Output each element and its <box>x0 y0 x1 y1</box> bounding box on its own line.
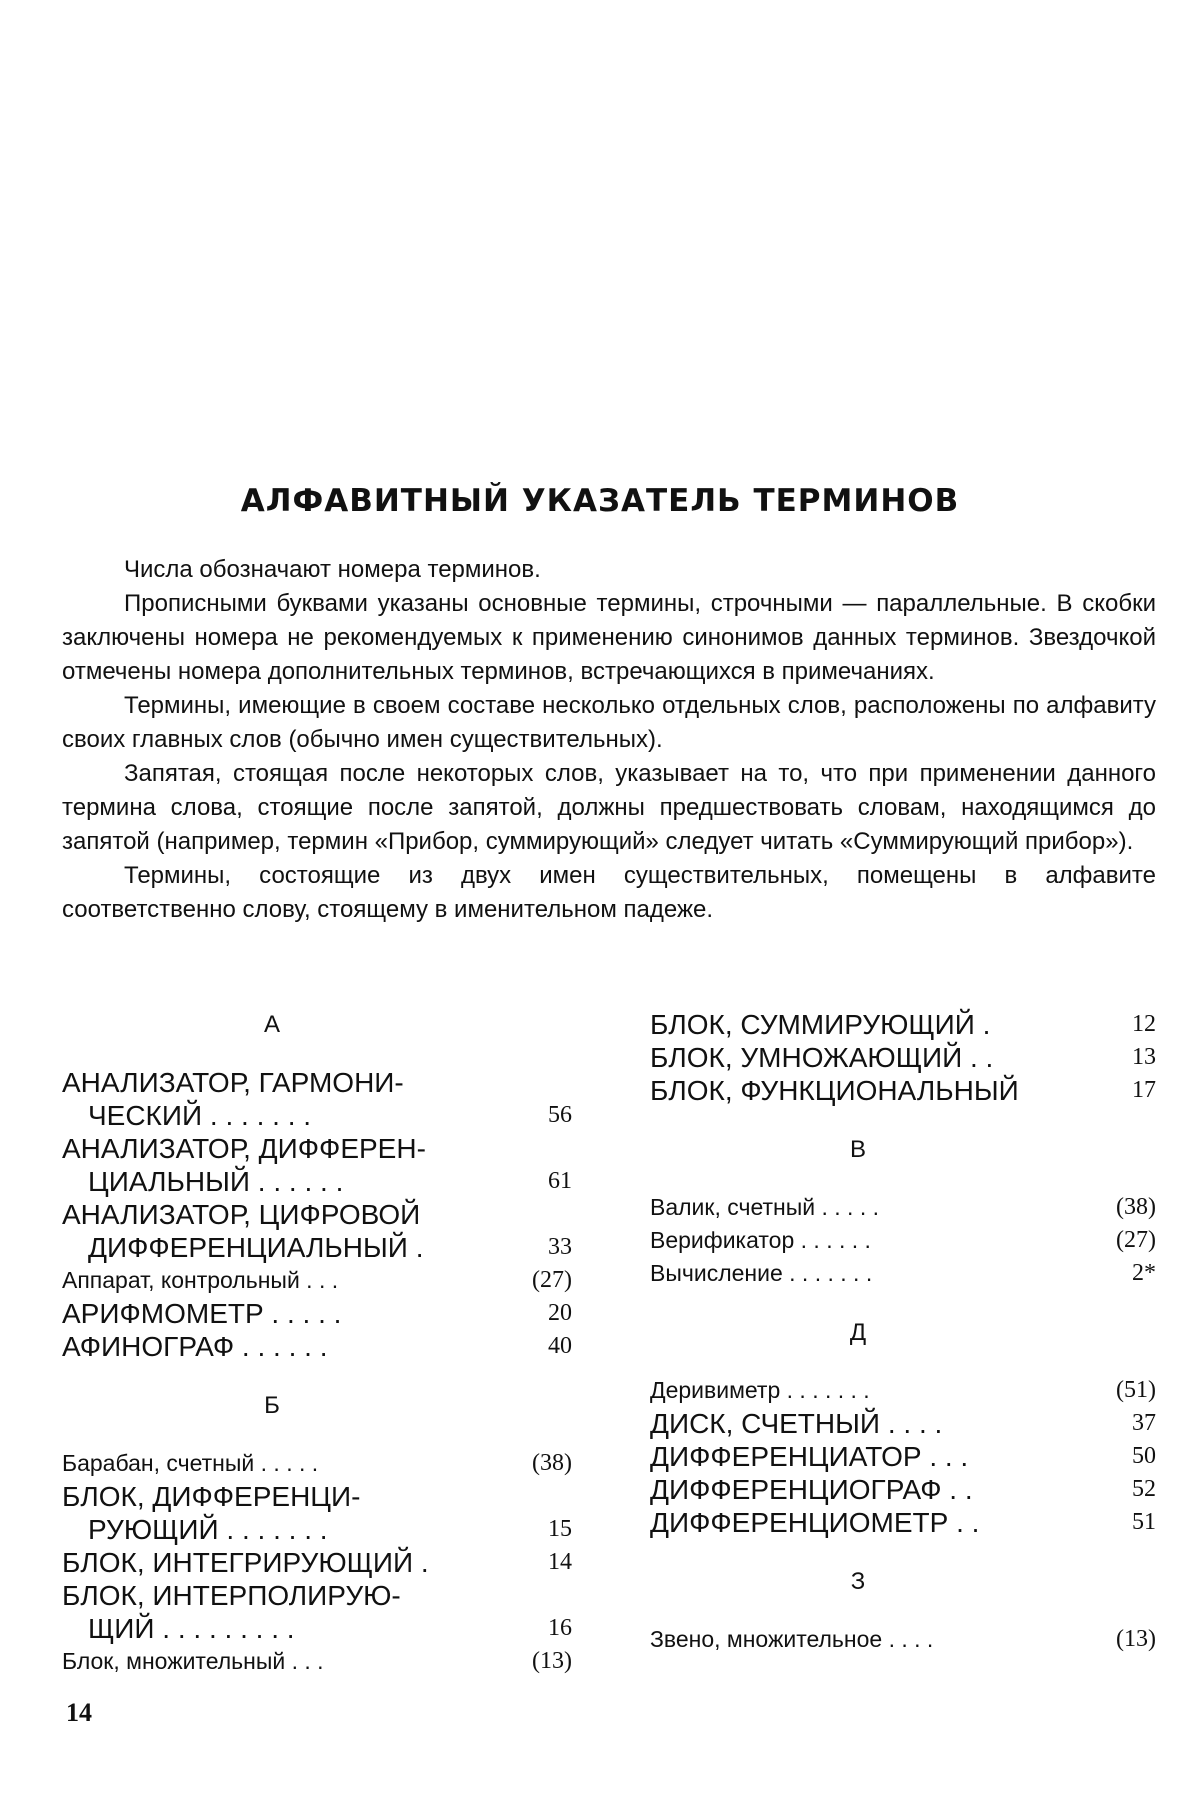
entry-number: 50 <box>1086 1440 1156 1473</box>
index-entry <box>650 1008 1156 1041</box>
index-entry <box>650 1257 1156 1290</box>
index-entry <box>62 1447 572 1480</box>
entry-term: Блок, множительный . . . <box>62 1645 502 1678</box>
index-entry <box>650 1374 1156 1407</box>
entry-term: БЛОК, ИНТЕГРИРУЮЩИЙ . <box>62 1546 502 1579</box>
entry-number: 20 <box>502 1297 572 1330</box>
index-entry <box>650 1623 1156 1656</box>
index-entry <box>650 1506 1156 1539</box>
index-entry <box>62 1579 572 1645</box>
entry-term: АРИФМОМЕТР . . . . . <box>62 1297 502 1330</box>
entry-term: Вычисление . . . . . . . <box>650 1257 1086 1290</box>
letter-heading-d: Д <box>650 1316 1156 1350</box>
index-entry <box>62 1264 572 1297</box>
page-title: АЛФАВИТНЫЙ УКАЗАТЕЛЬ ТЕРМИНОВ <box>0 483 1200 519</box>
index-entry <box>62 1546 572 1579</box>
entry-number: 16 <box>502 1612 572 1645</box>
document-page <box>0 0 1200 1818</box>
entry-number: 52 <box>1086 1473 1156 1506</box>
entry-number: 13 <box>1086 1041 1156 1074</box>
entry-term: Валик, счетный . . . . . <box>650 1191 1086 1224</box>
index-entry <box>62 1297 572 1330</box>
entry-term: ДИФФЕРЕНЦИОМЕТР . . <box>650 1506 1086 1539</box>
entry-term: АНАЛИЗАТОР, ГАРМОНИ- <box>62 1066 502 1099</box>
entry-term-continuation: ЩИЙ . . . . . . . . . <box>62 1612 502 1645</box>
intro-paragraph: Числа обозначают номера терминов. <box>62 553 1156 587</box>
intro-paragraph: Термины, имеющие в своем составе несколько отдельных слов, расположены по алфавиту своих главных слов (обычно имен существительных). <box>62 689 1156 757</box>
index-entry <box>650 1041 1156 1074</box>
entry-number: 15 <box>502 1513 572 1546</box>
entry-term: Звено, множительное . . . . <box>650 1623 1086 1656</box>
letter-heading-a: А <box>62 1008 572 1042</box>
entry-number: 37 <box>1086 1407 1156 1440</box>
intro-paragraph: Прописными буквами указаны основные термины, строчными — параллельные. В скобки заключены номера не рекомендуемых к применению синонимов данных терминов. Звездочкой отмечены номера дополнительных терминов, встречающихся в примечаниях. <box>62 587 1156 689</box>
index-entry <box>62 1480 572 1546</box>
entry-term: БЛОК, ДИФФЕРЕНЦИ- <box>62 1480 502 1513</box>
entry-number: 56 <box>502 1099 572 1132</box>
entry-term: Верификатор . . . . . . <box>650 1224 1086 1257</box>
index-column-left <box>62 1008 572 1678</box>
index-entry <box>650 1407 1156 1440</box>
index-entry <box>62 1645 572 1678</box>
entry-term-continuation: РУЮЩИЙ . . . . . . . <box>62 1513 502 1546</box>
entry-number: 17 <box>1086 1074 1156 1107</box>
entry-term: АНАЛИЗАТОР, ДИФФЕРЕН- <box>62 1132 502 1165</box>
entry-number: 33 <box>502 1231 572 1264</box>
index-entry <box>650 1074 1156 1107</box>
entry-term: ДИФФЕРЕНЦИОГРАФ . . <box>650 1473 1086 1506</box>
entry-number: 2* <box>1086 1257 1156 1290</box>
letter-heading-v: В <box>650 1133 1156 1167</box>
entry-number: 14 <box>502 1546 572 1579</box>
entry-term: Аппарат, контрольный . . . <box>62 1264 502 1297</box>
entry-number: 12 <box>1086 1008 1156 1041</box>
intro-text <box>62 553 1156 927</box>
page-number: 14 <box>66 1698 92 1728</box>
entry-number: (27) <box>502 1264 572 1297</box>
entry-number: (13) <box>502 1645 572 1678</box>
entry-term-continuation: ДИФФЕРЕНЦИАЛЬНЫЙ . <box>62 1231 502 1264</box>
index-entry <box>62 1198 572 1264</box>
entry-number: (13) <box>1086 1623 1156 1656</box>
index-entry <box>62 1066 572 1132</box>
intro-paragraph: Термины, состоящие из двух имен существительных, помещены в алфавите соответственно слову, стоящему в именительном падеже. <box>62 859 1156 927</box>
entry-term: ДИФФЕРЕНЦИАТОР . . . <box>650 1440 1086 1473</box>
entry-term-continuation: ЧЕСКИЙ . . . . . . . <box>62 1099 502 1132</box>
entry-number: 51 <box>1086 1506 1156 1539</box>
entry-term: БЛОК, ФУНКЦИОНАЛЬНЫЙ <box>650 1074 1086 1107</box>
entry-term: АФИНОГРАФ . . . . . . <box>62 1330 502 1363</box>
entry-term-continuation: ЦИАЛЬНЫЙ . . . . . . <box>62 1165 502 1198</box>
index-entry <box>650 1224 1156 1257</box>
entry-term: БЛОК, СУММИРУЮЩИЙ . <box>650 1008 1086 1041</box>
entry-term: Деривиметр . . . . . . . <box>650 1374 1086 1407</box>
index-entry <box>650 1473 1156 1506</box>
index-entry <box>62 1132 572 1198</box>
letter-heading-b: Б <box>62 1389 572 1423</box>
entry-number: (27) <box>1086 1224 1156 1257</box>
index-column-right <box>650 1008 1156 1656</box>
index-entry <box>650 1191 1156 1224</box>
letter-heading-z: З <box>650 1565 1156 1599</box>
entry-term: АНАЛИЗАТОР, ЦИФРОВОЙ <box>62 1198 502 1231</box>
entry-number: (38) <box>1086 1191 1156 1224</box>
entry-term: БЛОК, УМНОЖАЮЩИЙ . . <box>650 1041 1086 1074</box>
intro-paragraph: Запятая, стоящая после некоторых слов, указывает на то, что при применении данного термина слова, стоящие после запятой, должны предшествовать словам, находящимся до запятой (например, термин «Прибор, суммирующий» следует читать «Суммирующий прибор»). <box>62 757 1156 859</box>
entry-term: ДИСК, СЧЕТНЫЙ . . . . <box>650 1407 1086 1440</box>
index-entry <box>650 1440 1156 1473</box>
entry-term: БЛОК, ИНТЕРПОЛИРУЮ- <box>62 1579 502 1612</box>
entry-number: 40 <box>502 1330 572 1363</box>
entry-number: 61 <box>502 1165 572 1198</box>
entry-number: (38) <box>502 1447 572 1480</box>
entry-term: Барабан, счетный . . . . . <box>62 1447 502 1480</box>
entry-number: (51) <box>1086 1374 1156 1407</box>
index-entry <box>62 1330 572 1363</box>
